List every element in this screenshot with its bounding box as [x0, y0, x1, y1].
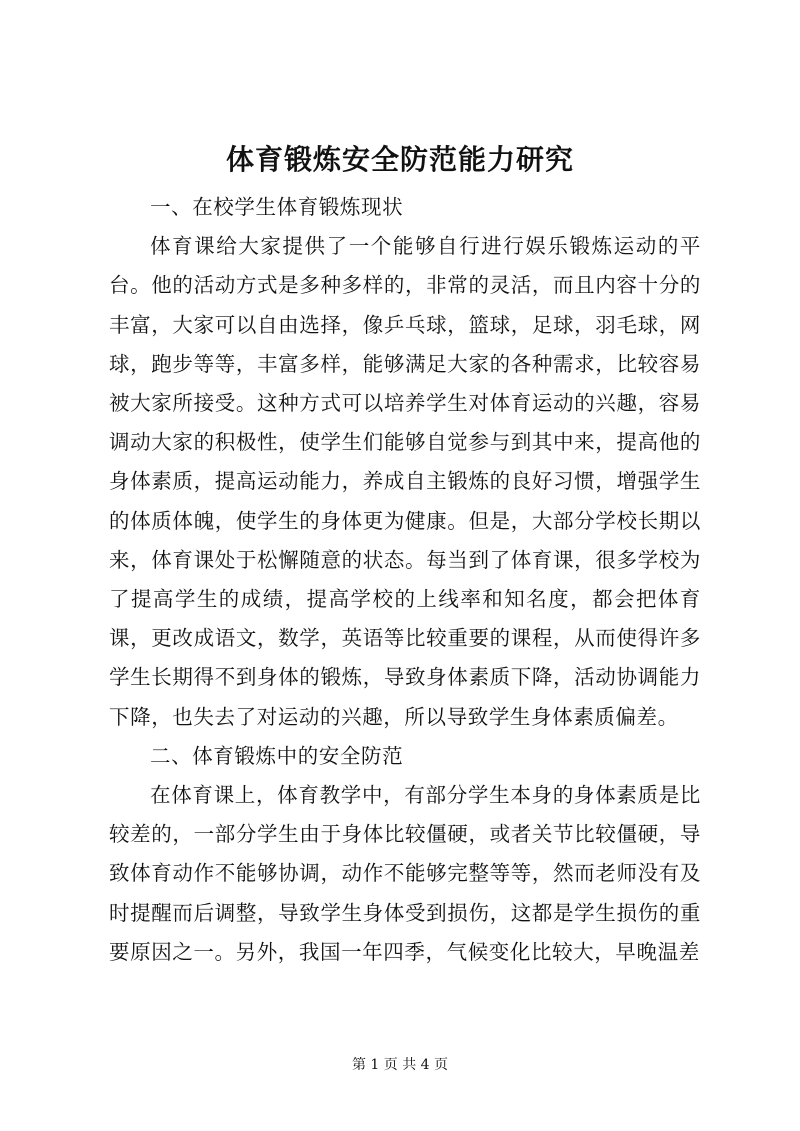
document-body: [109, 188, 701, 972]
section-paragraph-1: 体育课给大家提供了一个能够自行进行娱乐锻炼运动的平台。他的活动方式是多种多样的，非常的灵活，而且内容十分的丰富，大家可以自由选择，像乒乓球，篮球，足球，羽毛球，网球，跑步等等，丰富多样，能够满足大家的各种需求，比较容易被大家所接受。这种方式可以培养学生对体育运动的兴趣，容易调动大家的积极性，使学生们能够自觉参与到其中来，提高他的身体素质，提高运动能力，养成自主锻炼的良好习惯，增强学生的体质体魄，使学生的身体更为健康。但是，大部分学校长期以来，体育课处于松懈随意的状态。每当到了体育课，很多学校为了提高学生的成绩，提高学校的上线率和知名度，都会把体育课，更改成语文，数学，英语等比较重要的课程，从而使得许多学生长期得不到身体的锻炼，导致身体素质下降，活动协调能力下降，也失去了对运动的兴趣，所以导致学生身体素质偏差。: [109, 234, 701, 729]
section-heading-2: 二、体育锻炼中的安全防范: [150, 743, 404, 768]
document-title: 体育锻炼安全防范能力研究: [225, 143, 574, 176]
page-footer: [0, 1055, 800, 1075]
section-paragraph-2: 在体育课上，体育教学中，有部分学生本身的身体素质是比较差的，一部分学生由于身体比较僵硬，或者关节比较僵硬，导致体育动作不能够协调，动作不能够完整等等，然而老师没有及时提醒而后调整，导致学生身体受到损伤，这都是学生损伤的重要原因之一。另外，我国一年四季，气候变化比较大，早晚温差: [109, 783, 701, 964]
section-heading-1: 一、在校学生体育锻炼现状: [150, 195, 404, 219]
page-number-label: 第 1 页 共 4 页: [351, 1057, 449, 1073]
